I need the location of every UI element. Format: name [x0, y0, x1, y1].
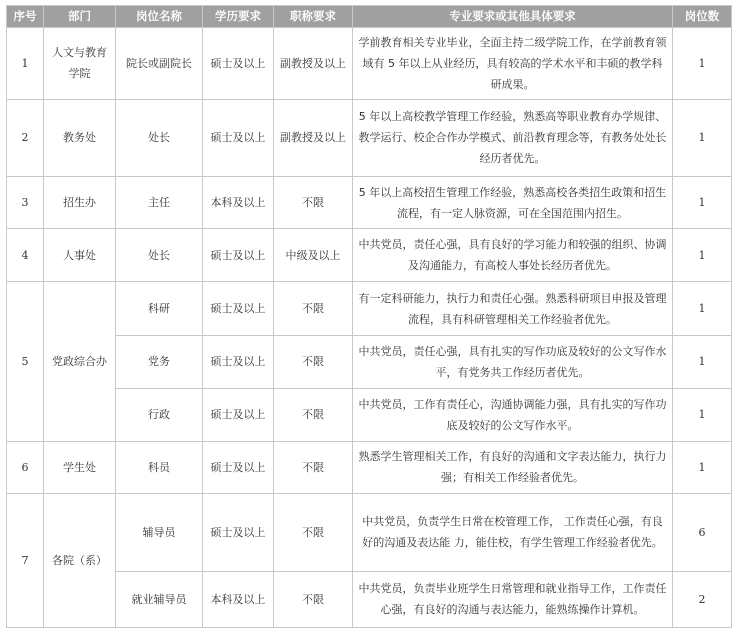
row-education: 硕士及以上 [203, 229, 274, 282]
row-count: 1 [673, 388, 732, 441]
row-title: 不限 [274, 441, 353, 493]
table-row [7, 282, 732, 335]
row-title: 中级及以上 [274, 229, 353, 282]
row-no: 1 [7, 28, 44, 100]
table-row [7, 335, 732, 388]
row-count: 1 [673, 441, 732, 493]
row-dept: 教务处 [44, 99, 116, 177]
row-requirement: 5 年以上高校招生管理工作经验，熟悉高校各类招生政策和招生流程，有一定人脉资源，可在全国范围内招生。 [353, 177, 673, 229]
row-position: 主任 [116, 177, 203, 229]
table-row [7, 229, 732, 282]
row-requirement: 5 年以上高校教学管理工作经验，熟悉高等职业教育办学规律、教学运行、校企合作办学模式、前沿教育理念等，有教务处处长经历者优先。 [353, 99, 673, 177]
row-no: 7 [7, 494, 44, 628]
row-title: 不限 [274, 571, 353, 627]
row-requirement: 中共党员，责任心强，具有扎实的写作功底及较好的公文写作水平，有党务共工作经历者优先。 [353, 335, 673, 388]
row-requirement: 中共党员，责任心强，具有良好的学习能力和较强的组织、协调及沟通能力，有高校人事处长经历者优先。 [353, 229, 673, 282]
row-position: 科研 [116, 282, 203, 335]
row-dept: 招生办 [44, 177, 116, 229]
row-dept: 人文与教育学院 [44, 28, 116, 100]
row-position: 行政 [116, 388, 203, 441]
row-position: 党务 [116, 335, 203, 388]
row-education: 硕士及以上 [203, 441, 274, 493]
table-row [7, 441, 732, 493]
header-no: 序号 [7, 6, 44, 28]
row-count: 1 [673, 229, 732, 282]
row-education: 硕士及以上 [203, 282, 274, 335]
row-position: 处长 [116, 229, 203, 282]
row-education: 硕士及以上 [203, 28, 274, 100]
row-position: 就业辅导员 [116, 571, 203, 627]
table-row [7, 571, 732, 627]
table-row [7, 28, 732, 100]
row-requirement: 有一定科研能力，执行力和责任心强。熟悉科研项目申报及管理流程，具有科研管理相关工作经验者优先。 [353, 282, 673, 335]
row-no: 4 [7, 229, 44, 282]
header-position: 岗位名称 [116, 6, 203, 28]
row-education: 本科及以上 [203, 571, 274, 627]
row-position: 科员 [116, 441, 203, 493]
row-count: 1 [673, 99, 732, 177]
header-title: 职称要求 [274, 6, 353, 28]
row-dept: 学生处 [44, 441, 116, 493]
row-count: 1 [673, 282, 732, 335]
row-education: 硕士及以上 [203, 388, 274, 441]
header-dept: 部门 [44, 6, 116, 28]
row-position: 处长 [116, 99, 203, 177]
row-education: 硕士及以上 [203, 494, 274, 572]
row-education: 本科及以上 [203, 177, 274, 229]
row-count: 1 [673, 335, 732, 388]
row-no: 2 [7, 99, 44, 177]
row-position: 院长或副院长 [116, 28, 203, 100]
row-education: 硕士及以上 [203, 335, 274, 388]
row-count: 1 [673, 177, 732, 229]
row-no: 6 [7, 441, 44, 493]
row-title: 副教授及以上 [274, 99, 353, 177]
header-education: 学历要求 [203, 6, 274, 28]
row-dept: 各院（系） [44, 494, 116, 628]
row-title: 不限 [274, 494, 353, 572]
header-row [7, 6, 732, 28]
row-count: 6 [673, 494, 732, 572]
table-row [7, 494, 732, 572]
row-title: 不限 [274, 388, 353, 441]
header-requirement: 专业要求或其他具体要求 [353, 6, 673, 28]
row-dept: 人事处 [44, 229, 116, 282]
row-title: 不限 [274, 177, 353, 229]
row-title: 不限 [274, 335, 353, 388]
row-count: 1 [673, 28, 732, 100]
table-row [7, 177, 732, 229]
row-requirement: 中共党员，负责学生日常在校管理工作， 工作责任心强，有良好的沟通及表达能 力，能住校，有学生管理工作经验者优先。 [353, 494, 673, 572]
row-requirement: 学前教育相关专业毕业，全面主持二级学院工作，在学前教育领域有 5 年以上从业经历，具有较高的学术水平和丰硕的教学科研成果。 [353, 28, 673, 100]
row-requirement: 中共党员，负责毕业班学生日常管理和就业指导工作，工作责任心强，有良好的沟通与表达能力，能熟练操作计算机。 [353, 571, 673, 627]
row-title: 副教授及以上 [274, 28, 353, 100]
row-position: 辅导员 [116, 494, 203, 572]
table-row [7, 99, 732, 177]
row-no: 5 [7, 282, 44, 441]
recruitment-table [6, 5, 732, 628]
header-count: 岗位数 [673, 6, 732, 28]
table-row [7, 388, 732, 441]
row-dept: 党政综合办 [44, 282, 116, 441]
row-requirement: 熟悉学生管理相关工作，有良好的沟通和文字表达能力，执行力强；有相关工作经验者优先。 [353, 441, 673, 493]
row-education: 硕士及以上 [203, 99, 274, 177]
row-count: 2 [673, 571, 732, 627]
row-requirement: 中共党员，工作有责任心，沟通协调能力强，具有扎实的写作功底及较好的公文写作水平。 [353, 388, 673, 441]
row-title: 不限 [274, 282, 353, 335]
row-no: 3 [7, 177, 44, 229]
